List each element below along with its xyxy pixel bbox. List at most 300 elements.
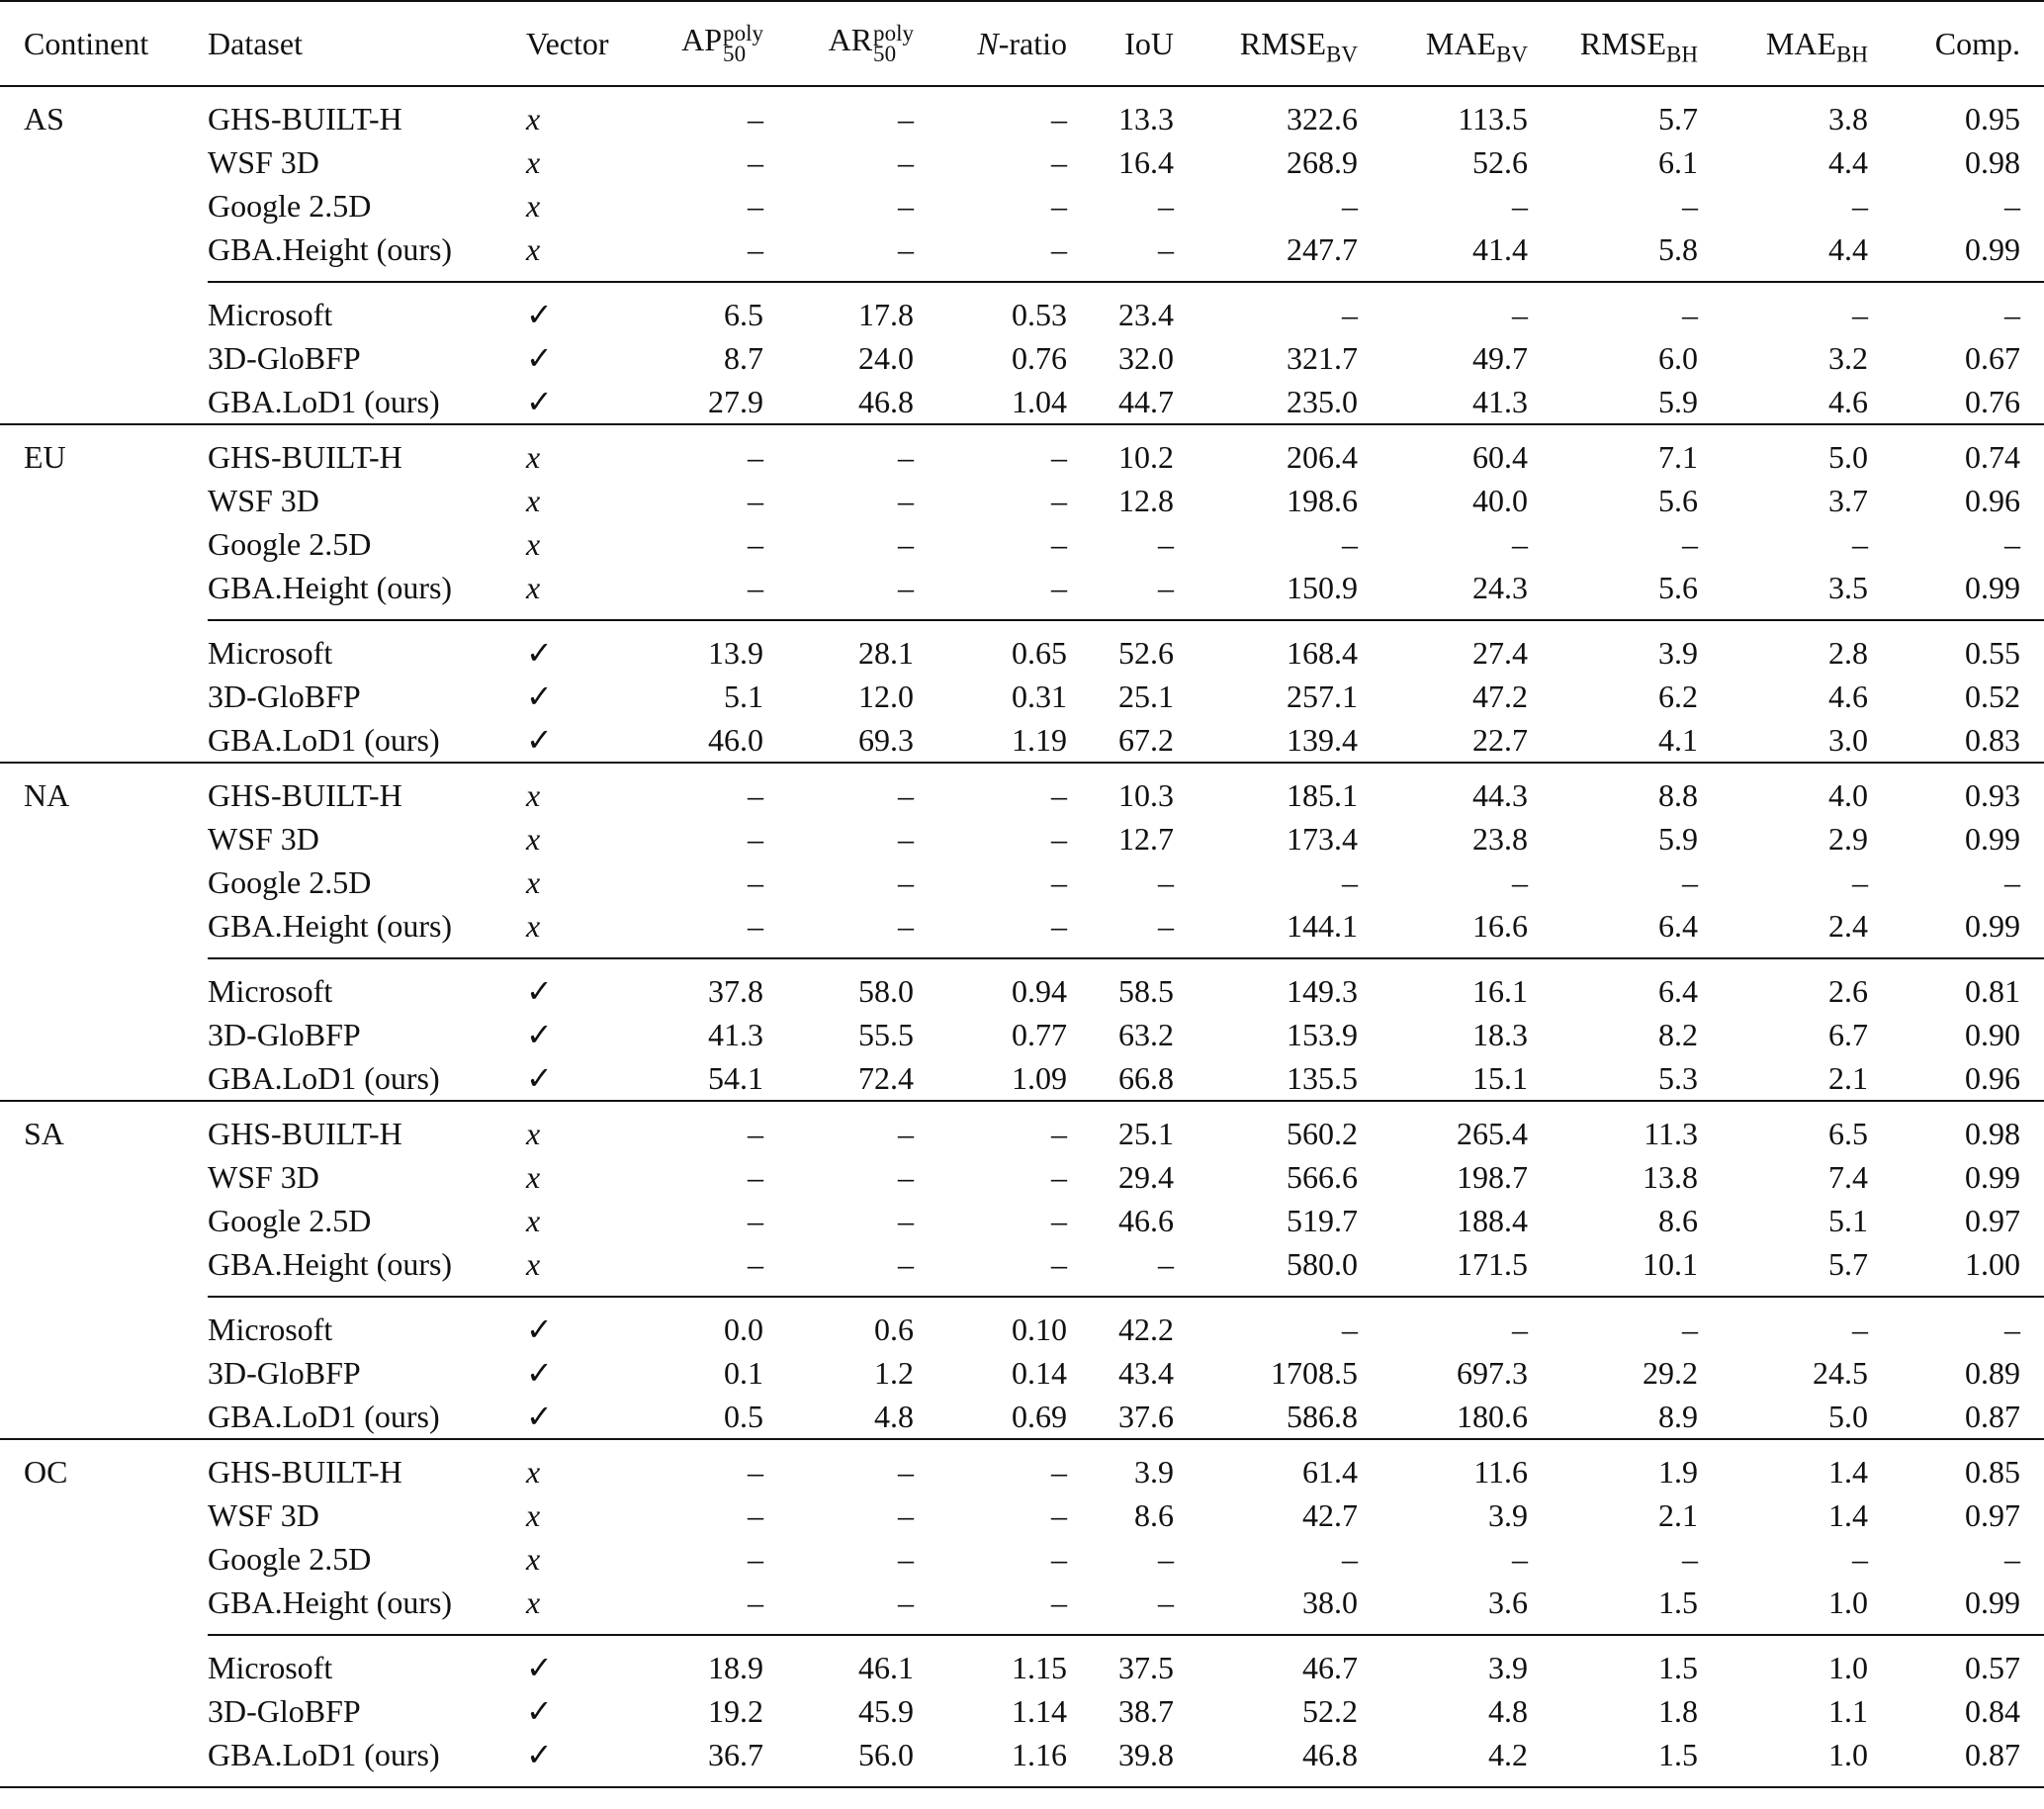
metric-cell: 0.5 xyxy=(724,1399,763,1434)
metric-cell: – xyxy=(763,1101,914,1155)
dataset-cell: GBA.Height (ours) xyxy=(208,1584,453,1620)
metric-cell: – xyxy=(645,763,763,817)
metric-cell: – xyxy=(1051,1159,1067,1195)
metric-cell: – xyxy=(763,424,914,479)
vector-check-icon: ✓ xyxy=(526,1017,553,1052)
vector-check-icon: ✓ xyxy=(526,1060,553,1096)
table-row xyxy=(0,817,2044,860)
metric-cell: 2.1 xyxy=(1828,1060,1868,1096)
metric-cell: 5.6 xyxy=(1658,570,1698,605)
metric-cell: – xyxy=(1158,1584,1174,1620)
table-row xyxy=(0,1439,2044,1493)
metric-cell: 0.81 xyxy=(1868,958,2044,1013)
table-row xyxy=(0,522,2044,566)
continent-block-oc xyxy=(0,1439,2044,1787)
metric-cell: 8.6 xyxy=(1134,1497,1174,1533)
metric-cell: 171.5 xyxy=(1457,1246,1528,1282)
metric-cell: – xyxy=(898,908,914,944)
metric-cell: 3.9 xyxy=(1358,1635,1528,1689)
dataset-cell: GBA.Height (ours) xyxy=(208,908,453,944)
metric-cell: – xyxy=(1342,188,1358,224)
vector-cross-icon: x xyxy=(526,763,645,817)
header-ar xyxy=(763,1,914,86)
metric-cell: 6.0 xyxy=(1658,340,1698,376)
metric-cell: 8.7 xyxy=(724,340,763,376)
metric-cell: – xyxy=(898,1203,914,1238)
metric-cell: – xyxy=(1051,1584,1067,1620)
metric-cell: – xyxy=(898,1159,914,1195)
metric-cell: – xyxy=(748,526,763,562)
header-mae-bh-sub: BH xyxy=(1836,41,1868,67)
metric-cell: 4.2 xyxy=(1358,1733,1528,1787)
metric-cell: 153.9 xyxy=(1287,1017,1358,1052)
metric-cell: – xyxy=(1682,188,1698,224)
metric-cell: 0.83 xyxy=(1965,722,2020,758)
metric-cell: – xyxy=(1852,864,1868,900)
table-row xyxy=(0,1013,2044,1056)
continent-block-sa xyxy=(0,1101,2044,1439)
metric-cell: – xyxy=(1051,188,1067,224)
metric-cell: 3.6 xyxy=(1488,1584,1528,1620)
vector-check-icon: ✓ xyxy=(526,1635,645,1689)
dataset-cell: Microsoft xyxy=(208,1297,526,1351)
dataset-cell: Microsoft xyxy=(208,620,526,675)
metric-cell: 1.2 xyxy=(874,1355,914,1391)
header-ap xyxy=(645,1,763,86)
metric-cell: 5.3 xyxy=(1658,1060,1698,1096)
table-row xyxy=(0,1297,2044,1351)
vector-cross-icon: x xyxy=(526,231,541,267)
metric-cell: 0.96 xyxy=(1965,483,2020,518)
table-row xyxy=(0,86,2044,140)
dataset-cell: Microsoft xyxy=(208,1635,526,1689)
metric-cell: – xyxy=(748,101,763,136)
dataset-cell: GHS-BUILT-H xyxy=(208,424,526,479)
metric-cell: 4.0 xyxy=(1698,763,1868,817)
vector-cross-icon: x xyxy=(526,101,541,136)
metric-cell: 44.3 xyxy=(1358,763,1528,817)
header-ap-sup: poly xyxy=(723,20,763,46)
metric-cell: 1.0 xyxy=(1698,1733,1868,1787)
metric-cell: 5.9 xyxy=(1658,384,1698,419)
metric-cell: – xyxy=(898,570,914,605)
metric-cell: 52.6 xyxy=(1472,144,1528,180)
metric-cell: 180.6 xyxy=(1457,1399,1528,1434)
metric-cell: 18.3 xyxy=(1472,1017,1528,1052)
metric-cell: 0.95 xyxy=(1965,101,2020,136)
dataset-cell: GBA.Height (ours) xyxy=(208,1246,453,1282)
metric-cell: 4.4 xyxy=(1828,144,1868,180)
metric-cell: 41.3 xyxy=(1472,384,1528,419)
metric-cell: – xyxy=(1051,1246,1067,1282)
dataset-cell: Google 2.5D xyxy=(208,1541,372,1577)
continent-cell xyxy=(0,1351,208,1395)
header-vector: Vector xyxy=(526,1,645,86)
header-comp: Comp. xyxy=(1868,1,2044,86)
header-rmse-bv-base: RMSE xyxy=(1239,26,1326,61)
metric-cell: 0.97 xyxy=(1965,1203,2020,1238)
metric-cell: 43.4 xyxy=(1118,1355,1174,1391)
dataset-cell: 3D-GloBFP xyxy=(208,678,361,714)
metric-cell: 0.99 xyxy=(1965,908,2020,944)
continent-cell xyxy=(0,380,208,424)
metric-cell: 150.9 xyxy=(1287,570,1358,605)
metric-cell: 3.9 xyxy=(1067,1439,1174,1493)
metric-cell: – xyxy=(914,763,1067,817)
metric-cell: 265.4 xyxy=(1358,1101,1528,1155)
continent-cell xyxy=(0,675,208,718)
header-rmse-bv xyxy=(1174,1,1358,86)
metric-cell: 4.6 xyxy=(1828,678,1868,714)
metric-cell: – xyxy=(748,188,763,224)
header-continent: Continent xyxy=(0,1,208,86)
metric-cell: 0.97 xyxy=(1965,1497,2020,1533)
continent-cell xyxy=(0,1581,208,1635)
continent-cell: EU xyxy=(0,424,208,479)
metric-cell: 560.2 xyxy=(1174,1101,1358,1155)
metric-cell: 0.6 xyxy=(763,1297,914,1351)
metric-cell: – xyxy=(1174,1297,1358,1351)
metric-cell: 5.7 xyxy=(1828,1246,1868,1282)
metric-cell: 12.7 xyxy=(1118,821,1174,857)
dataset-cell: GHS-BUILT-H xyxy=(208,1439,526,1493)
table-row xyxy=(0,380,2044,424)
dataset-cell: Microsoft xyxy=(208,282,526,336)
metric-cell: 49.7 xyxy=(1472,340,1528,376)
metric-cell: 27.4 xyxy=(1358,620,1528,675)
metric-cell: 42.7 xyxy=(1302,1497,1358,1533)
metric-cell: 4.6 xyxy=(1828,384,1868,419)
dataset-cell: 3D-GloBFP xyxy=(208,1355,361,1391)
metric-cell: 0.87 xyxy=(1965,1399,2020,1434)
metric-cell: – xyxy=(898,188,914,224)
metric-cell: 46.8 xyxy=(858,384,914,419)
table-row xyxy=(0,1242,2044,1297)
table-row xyxy=(0,227,2044,282)
metric-cell: 1.04 xyxy=(1012,384,1067,419)
table-row xyxy=(0,1101,2044,1155)
metric-cell: – xyxy=(763,1439,914,1493)
continent-cell xyxy=(0,1635,208,1689)
metric-cell: – xyxy=(898,1246,914,1282)
metric-cell: – xyxy=(1698,282,1868,336)
metric-cell: – xyxy=(1051,526,1067,562)
metric-cell: 1.5 xyxy=(1528,1733,1698,1787)
metric-cell: 61.4 xyxy=(1174,1439,1358,1493)
metric-cell: 10.1 xyxy=(1643,1246,1698,1282)
metric-cell: – xyxy=(1682,864,1698,900)
metric-cell: – xyxy=(1512,188,1528,224)
metric-cell: 29.2 xyxy=(1643,1355,1698,1391)
metric-cell: 257.1 xyxy=(1287,678,1358,714)
vector-cross-icon: x xyxy=(526,1101,645,1155)
table-row xyxy=(0,282,2044,336)
metric-cell: – xyxy=(1358,282,1528,336)
table-row xyxy=(0,1493,2044,1537)
metric-cell: 1.16 xyxy=(914,1733,1067,1787)
metric-cell: – xyxy=(1051,821,1067,857)
metric-cell: – xyxy=(1051,1497,1067,1533)
metric-cell: 38.0 xyxy=(1302,1584,1358,1620)
table-row xyxy=(0,566,2044,620)
metric-cell: – xyxy=(1852,526,1868,562)
vector-cross-icon: x xyxy=(526,188,541,224)
metric-cell: – xyxy=(1158,908,1174,944)
vector-check-icon: ✓ xyxy=(526,282,645,336)
metric-cell: 0.98 xyxy=(1965,144,2020,180)
metric-cell: 67.2 xyxy=(1118,722,1174,758)
table-row xyxy=(0,184,2044,227)
vector-check-icon: ✓ xyxy=(526,1693,553,1729)
table-row xyxy=(0,763,2044,817)
vector-check-icon: ✓ xyxy=(526,722,553,758)
metric-cell: – xyxy=(1342,1541,1358,1577)
metric-cell: – xyxy=(2004,526,2020,562)
continent-block-as xyxy=(0,86,2044,424)
table-row xyxy=(0,336,2044,380)
metric-cell: 47.2 xyxy=(1472,678,1528,714)
continent-cell xyxy=(0,140,208,184)
metric-cell: 69.3 xyxy=(858,722,914,758)
vector-cross-icon: x xyxy=(526,144,541,180)
metric-cell: 0.31 xyxy=(1012,678,1067,714)
vector-cross-icon: x xyxy=(526,1439,645,1493)
metric-cell: 16.6 xyxy=(1472,908,1528,944)
dataset-cell: GHS-BUILT-H xyxy=(208,763,526,817)
dataset-cell: WSF 3D xyxy=(208,821,319,857)
metric-cell: – xyxy=(1158,188,1174,224)
metric-cell: – xyxy=(748,231,763,267)
metric-cell: 268.9 xyxy=(1287,144,1358,180)
header-n-ratio-rest: -ratio xyxy=(998,26,1067,61)
continent-cell xyxy=(0,1013,208,1056)
metric-cell: 0.89 xyxy=(1965,1355,2020,1391)
vector-check-icon: ✓ xyxy=(526,340,553,376)
metric-cell: 40.0 xyxy=(1472,483,1528,518)
metric-cell: 15.1 xyxy=(1472,1060,1528,1096)
metric-cell: – xyxy=(1342,526,1358,562)
metric-cell: 113.5 xyxy=(1458,101,1528,136)
header-rmse-bh-base: RMSE xyxy=(1579,26,1666,61)
continent-cell xyxy=(0,904,208,958)
metric-cell: 3.8 xyxy=(1828,101,1868,136)
metric-cell: – xyxy=(1051,1203,1067,1238)
metric-cell: – xyxy=(645,424,763,479)
dataset-cell: Google 2.5D xyxy=(208,864,372,900)
vector-cross-icon: x xyxy=(526,1203,541,1238)
metric-cell: – xyxy=(748,144,763,180)
metric-cell: 0.53 xyxy=(914,282,1067,336)
metric-cell: 8.9 xyxy=(1658,1399,1698,1434)
metric-cell: 1.19 xyxy=(1012,722,1067,758)
metric-cell: – xyxy=(748,570,763,605)
continent-cell: NA xyxy=(0,763,208,817)
metric-cell: – xyxy=(1051,101,1067,136)
vector-cross-icon: x xyxy=(526,864,541,900)
metric-cell: 17.8 xyxy=(763,282,914,336)
metric-cell: 11.3 xyxy=(1528,1101,1698,1155)
metric-cell: 4.4 xyxy=(1828,231,1868,267)
continent-cell xyxy=(0,336,208,380)
header-rmse-bv-sub: BV xyxy=(1326,41,1358,67)
metric-cell: 322.6 xyxy=(1287,101,1358,136)
metric-cell: 2.4 xyxy=(1828,908,1868,944)
metric-cell: 60.4 xyxy=(1358,424,1528,479)
continent-cell xyxy=(0,1242,208,1297)
vector-cross-icon: x xyxy=(526,1541,541,1577)
metric-cell: – xyxy=(1158,1246,1174,1282)
dataset-cell: WSF 3D xyxy=(208,1159,319,1195)
dataset-cell: WSF 3D xyxy=(208,1497,319,1533)
metric-cell: 39.8 xyxy=(1067,1733,1174,1787)
metric-cell: 185.1 xyxy=(1174,763,1358,817)
metric-cell: – xyxy=(1158,1541,1174,1577)
metric-cell: 0.94 xyxy=(914,958,1067,1013)
metric-cell: 25.1 xyxy=(1118,678,1174,714)
metric-cell: 44.7 xyxy=(1118,384,1174,419)
metric-cell: – xyxy=(1358,1297,1528,1351)
metric-cell: – xyxy=(1158,231,1174,267)
metric-cell: 1.9 xyxy=(1528,1439,1698,1493)
metric-cell: 0.57 xyxy=(1868,1635,2044,1689)
dataset-cell: GBA.LoD1 (ours) xyxy=(208,1060,440,1096)
table-row xyxy=(0,1056,2044,1101)
metric-cell: – xyxy=(1051,864,1067,900)
metric-cell: 29.4 xyxy=(1118,1159,1174,1195)
metric-cell: – xyxy=(1698,1297,1868,1351)
metric-cell: 149.3 xyxy=(1174,958,1358,1013)
metric-cell: 13.8 xyxy=(1643,1159,1698,1195)
metric-cell: 3.9 xyxy=(1528,620,1698,675)
metric-cell: – xyxy=(748,908,763,944)
metric-cell: 63.2 xyxy=(1118,1017,1174,1052)
dataset-cell: Google 2.5D xyxy=(208,526,372,562)
dataset-cell: Microsoft xyxy=(208,958,526,1013)
metric-cell: – xyxy=(1051,144,1067,180)
continent-cell xyxy=(0,1537,208,1581)
table-row xyxy=(0,479,2044,522)
metric-cell: 23.8 xyxy=(1472,821,1528,857)
continent-cell xyxy=(0,1733,208,1787)
metric-cell: 0.1 xyxy=(724,1355,763,1391)
metric-cell: 27.9 xyxy=(708,384,763,419)
metric-cell: 0.76 xyxy=(1965,384,2020,419)
metric-cell: – xyxy=(898,144,914,180)
metric-cell: 235.0 xyxy=(1287,384,1358,419)
metric-cell: 5.1 xyxy=(724,678,763,714)
metric-cell: – xyxy=(1682,1541,1698,1577)
metric-cell: 0.74 xyxy=(1868,424,2044,479)
table-row xyxy=(0,1155,2044,1199)
metric-cell: 1.8 xyxy=(1658,1693,1698,1729)
metric-cell: 16.1 xyxy=(1358,958,1528,1013)
header-ap-base: AP xyxy=(681,22,723,58)
metric-cell: 10.3 xyxy=(1067,763,1174,817)
metric-cell: – xyxy=(1682,526,1698,562)
continent-cell xyxy=(0,958,208,1013)
metric-cell: – xyxy=(645,1439,763,1493)
metric-cell: 168.4 xyxy=(1174,620,1358,675)
metric-cell: 1.09 xyxy=(1012,1060,1067,1096)
metric-cell: – xyxy=(748,1584,763,1620)
continent-block-na xyxy=(0,763,2044,1101)
continent-cell: SA xyxy=(0,1101,208,1155)
metric-cell: 0.55 xyxy=(1868,620,2044,675)
metric-cell: 42.2 xyxy=(1067,1297,1174,1351)
header-ar-sub: 50 xyxy=(873,41,897,66)
metric-cell: 46.0 xyxy=(708,722,763,758)
metric-cell: 52.6 xyxy=(1067,620,1174,675)
metric-cell: 46.8 xyxy=(1174,1733,1358,1787)
vector-cross-icon: x xyxy=(526,1246,541,1282)
metric-cell: – xyxy=(748,1497,763,1533)
metric-cell: – xyxy=(748,821,763,857)
metric-cell: 38.7 xyxy=(1118,1693,1174,1729)
metric-cell: 16.4 xyxy=(1118,144,1174,180)
metric-cell: – xyxy=(1342,864,1358,900)
metric-cell: 5.0 xyxy=(1828,1399,1868,1434)
metric-cell: 5.6 xyxy=(1658,483,1698,518)
vector-cross-icon: x xyxy=(526,1584,541,1620)
metric-cell: 6.5 xyxy=(1698,1101,1868,1155)
dataset-cell: GBA.LoD1 (ours) xyxy=(208,722,440,758)
metric-cell: – xyxy=(748,1246,763,1282)
metric-cell: 3.2 xyxy=(1828,340,1868,376)
metric-cell: 0.65 xyxy=(914,620,1067,675)
continent-cell xyxy=(0,1199,208,1242)
metric-cell: – xyxy=(1868,1297,2044,1351)
vector-cross-icon: x xyxy=(526,821,541,857)
dataset-cell: WSF 3D xyxy=(208,144,319,180)
metric-cell: 72.4 xyxy=(858,1060,914,1096)
vector-check-icon: ✓ xyxy=(526,620,645,675)
metric-cell: – xyxy=(1051,231,1067,267)
metric-cell: – xyxy=(898,1584,914,1620)
metric-cell: 0.10 xyxy=(914,1297,1067,1351)
metric-cell: 1.4 xyxy=(1828,1497,1868,1533)
metric-cell: – xyxy=(1512,526,1528,562)
header-mae-bv xyxy=(1358,1,1528,86)
metric-cell: – xyxy=(763,763,914,817)
metric-cell: – xyxy=(1528,282,1698,336)
dataset-cell: Google 2.5D xyxy=(208,1203,372,1238)
header-iou: IoU xyxy=(1067,1,1174,86)
table-row xyxy=(0,140,2044,184)
vector-cross-icon: x xyxy=(526,1497,541,1533)
dataset-cell: 3D-GloBFP xyxy=(208,1693,361,1729)
metric-cell: 5.9 xyxy=(1658,821,1698,857)
metric-cell: 3.9 xyxy=(1488,1497,1528,1533)
continent-cell: OC xyxy=(0,1439,208,1493)
metric-cell: – xyxy=(1852,1541,1868,1577)
vector-cross-icon: x xyxy=(526,1159,541,1195)
metric-cell: – xyxy=(914,1101,1067,1155)
metric-cell: 37.6 xyxy=(1118,1399,1174,1434)
metric-cell: 5.7 xyxy=(1658,101,1698,136)
header-mae-bh-base: MAE xyxy=(1765,26,1836,61)
metric-cell: 1.00 xyxy=(1965,1246,2020,1282)
vector-cross-icon: x xyxy=(526,526,541,562)
dataset-cell: GBA.Height (ours) xyxy=(208,570,453,605)
metric-cell: – xyxy=(898,483,914,518)
metric-cell: 1.14 xyxy=(1012,1693,1067,1729)
metric-cell: 2.8 xyxy=(1698,620,1868,675)
dataset-cell: GHS-BUILT-H xyxy=(208,1101,526,1155)
continent-cell xyxy=(0,1056,208,1101)
metric-cell: 3.0 xyxy=(1828,722,1868,758)
metric-cell: – xyxy=(1051,483,1067,518)
metric-cell: 0.77 xyxy=(1012,1017,1067,1052)
